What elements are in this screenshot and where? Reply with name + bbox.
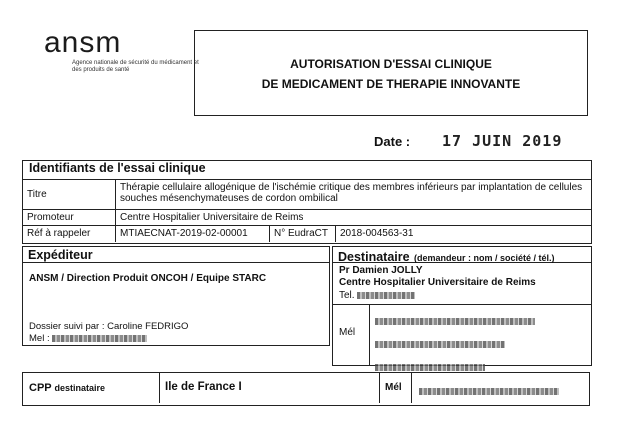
logo-tagline: Agence nationale de sécurité du médicament et des produits de santé: [72, 60, 199, 73]
recipient-header: [333, 247, 591, 263]
ethics-committee-row: [22, 372, 590, 406]
redacted-sender-email: [52, 335, 147, 342]
recipient-heading-note: (demandeur : nom / société / tél.): [414, 253, 555, 263]
date-label: Date :: [374, 134, 411, 149]
sender-direction: ANSM / Direction Produit ONCOH / Equipe STARC: [29, 273, 267, 284]
sender-box: [22, 246, 330, 346]
recipient-box: [332, 246, 592, 366]
promoteur-value: Centre Hospitalier Universitaire de Reims: [115, 210, 589, 225]
redacted-phone: [357, 292, 415, 299]
mail-divider: [369, 305, 370, 365]
cpp-label: [29, 382, 105, 394]
sender-heading: Expéditeur: [23, 247, 329, 263]
cpp-divider-3: [411, 373, 412, 403]
cpp-divider-1: [159, 373, 160, 403]
recipient-mail-row: [333, 304, 591, 365]
eudract-label: N° EudraCT: [269, 226, 335, 242]
reference-row: [23, 225, 591, 242]
case-followed-label: Dossier suivi par :: [29, 321, 105, 332]
trial-identifiers-table: [22, 160, 592, 244]
date-stamp: 17 JUIN 2019: [442, 132, 563, 150]
identifiers-header-row: [23, 161, 591, 179]
promoteur-label: Promoteur: [27, 212, 74, 223]
redacted-email-2: [375, 341, 505, 348]
recipient-phone-label: Tel.: [339, 290, 355, 301]
cpp-label-suffix: destinataire: [54, 383, 106, 393]
titre-value: Thérapie cellulaire allogénique de l'ischémie critique des membres inférieurs par implantation de cellules souches mésenchymateuses de cordon ombilical: [115, 180, 589, 209]
cpp-name: Ile de France I: [165, 381, 242, 393]
cpp-mail-value: [419, 383, 559, 401]
case-officer-name: Caroline FEDRIGO: [107, 321, 189, 332]
document-title-box: [194, 30, 588, 116]
redacted-recipient-emails: [375, 313, 535, 377]
sender-mail-label: Mel :: [29, 333, 50, 344]
recipient-mail-label: Mél: [339, 327, 356, 338]
redacted-email-3: [375, 364, 485, 371]
redacted-cpp-email: [419, 388, 559, 395]
title-line-1: AUTORISATION D'ESSAI CLINIQUE: [290, 57, 492, 71]
recipient-organisation: Centre Hospitalier Universitaire de Reims: [339, 277, 536, 288]
eudract-value: 2018-004563-31: [335, 226, 589, 242]
ref-label: Réf à rappeler: [27, 228, 91, 239]
case-followed-by: [29, 321, 188, 332]
titre-label: Titre: [27, 189, 47, 200]
ref-value: MTIAECNAT-2019-02-00001: [115, 226, 269, 242]
title-line-2: DE MEDICAMENT DE THERAPIE INNOVANTE: [261, 77, 521, 91]
redacted-email-1: [375, 318, 535, 325]
ansm-logo: ansm: [44, 26, 122, 59]
cpp-label-main: CPP: [29, 382, 52, 394]
cpp-divider-2: [379, 373, 380, 403]
recipient-name: Pr Damien JOLLY: [339, 265, 423, 276]
cpp-mail-label: Mél: [385, 382, 402, 393]
recipient-phone-line: [339, 290, 415, 301]
titre-row: [23, 179, 591, 209]
sender-mail-line: [29, 333, 147, 344]
promoteur-row: [23, 209, 591, 225]
recipient-heading: Destinataire: [338, 250, 410, 264]
identifiers-heading: Identifiants de l'essai clinique: [29, 161, 206, 175]
